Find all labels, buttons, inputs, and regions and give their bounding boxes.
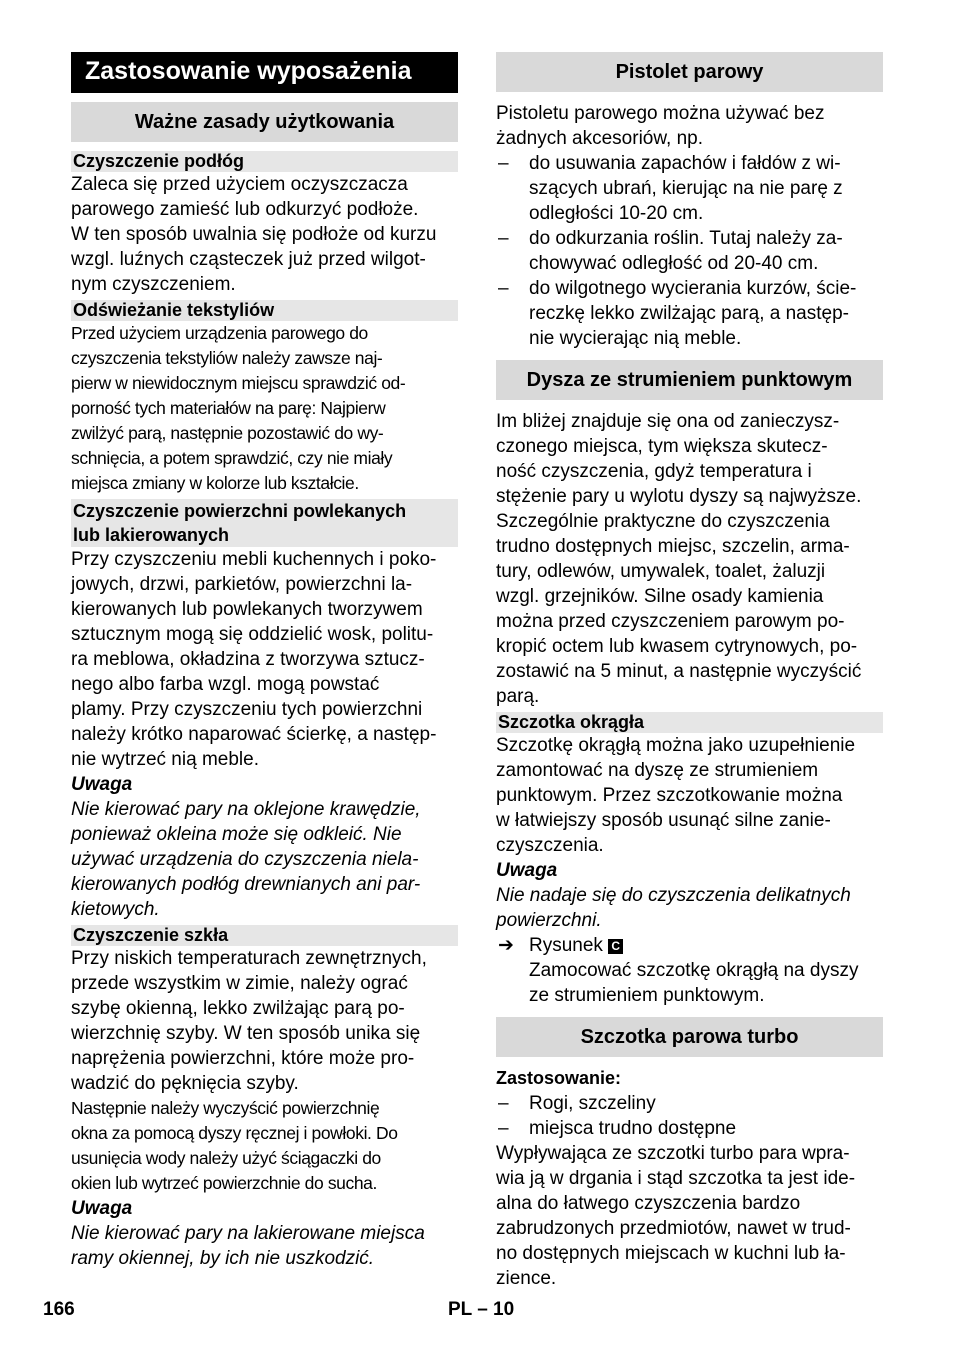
page-number: 166 — [43, 1299, 75, 1320]
list-item: – do odkurzania roślin. Tutaj należy za- chowywać odległość od 20-40 cm. — [498, 228, 843, 274]
list-item: – do wilgotnego wycierania kurzów, ście- reczkę lekko zwilżając parą, a następ- nie wycierając nią meble. — [498, 278, 857, 349]
subheading-round-brush: Szczotka okrągła — [496, 712, 883, 733]
section-heading-turbo-brush: Szczotka parowa turbo — [496, 1017, 883, 1057]
dash-mark: – — [498, 1093, 509, 1114]
paragraph-round-brush: Szczotkę okrągłą można jako uzupełnienie zamontować na dyszę ze strumieniem punktowym. Przez szczotkowanie można w łatwiejszy sposób usunąć silne zanie- czyszczenia. — [496, 735, 856, 856]
list-steam-gun-uses — [496, 151, 883, 351]
paragraph-floor-cleaning: Zaleca się przed użyciem oczyszczacza parowego zamieść lub odkurzyć podłoże. W ten sposób uwalnia się podłoże od kurzu wzgl. luźnych cząsteczek już przed wilgot- nym czyszczeniem. — [71, 174, 437, 295]
list-item: – Rogi, szczeliny — [498, 1093, 656, 1114]
note-label-round-brush: Uwaga — [496, 860, 558, 881]
note-text-coated: Nie kierować pary na oklejone krawędzie, ponieważ okleina może się odkleić. Nie używać urządzenia do czyszczenia niela- kierowanych podłóg drewnianych ani par- kietowych. — [71, 799, 421, 920]
note-text-glass: Nie kierować pary na lakierowane miejsca ramy okiennej, by ich nie uszkodzić. — [71, 1223, 425, 1269]
list-turbo-uses — [496, 1091, 883, 1141]
paragraph-glass-cleaning-2: Następnie należy wyczyścić powierzchnię okna za pomocą dyszy ręcznej i powłoki. Do usunięcia wody należy użyć ściągaczki do okien lub wytrzeć powierzchnie do sucha. — [71, 1098, 398, 1193]
paragraph-turbo-brush: Wypływająca ze szczotki turbo para wpra- wia ją w drgania i stąd szczotka ta jest ide- alna do łatwego czyszczenia bardzo zabrudzonych przedmiotów, nawet w trud- no dostępnych miejscach w kuchni lub ła- zience. — [496, 1143, 856, 1289]
right-column — [496, 52, 883, 1291]
dash-mark: – — [498, 1118, 509, 1139]
subheading-textiles: Odświeżanie tekstyliów — [71, 300, 458, 321]
list-item: – do usuwania zapachów i fałdów z wi- szących ubrań, kierując na nie parę z odległości 10-20 cm. — [498, 153, 843, 224]
paragraph-textiles: Przed użyciem urządzenia parowego do czyszczenia tekstyliów należy zawsze naj- pierw w niewidocznym miejscu sprawdzić od- porność tych materiałów na parę: Najpierw zwilżyć parą, następnie pozostawić do wy- schnięcia, a potem sprawdzić, czy nie miały miejsca zmiany w kolorze lub kształcie. — [71, 323, 406, 493]
subheading-floor-cleaning: Czyszczenie podłóg — [71, 151, 458, 172]
usage-label: Zastosowanie: — [496, 1068, 622, 1088]
subheading-coated-surfaces: Czyszczenie powierzchni powlekanych lub lakierowanych — [71, 499, 458, 547]
dash-mark: – — [498, 228, 509, 249]
dash-mark: – — [498, 153, 509, 174]
paragraph-steam-gun-intro: Pistoletu parowego można używać bez żadnych akcesoriów, np. — [496, 103, 825, 149]
paragraph-glass-cleaning: Przy niskich temperaturach zewnętrznych, przede wszystkim w zimie, należy ograć szybę okienną, lekko zwilżając parą po- wierzchnię szyby. W ten sposób unika się naprężenia powierzchni, które może pro- wadzić do pęknięcia szyby. — [71, 948, 427, 1094]
figure-letter-badge: C — [608, 939, 623, 954]
left-column — [71, 52, 458, 1271]
main-title: Zastosowanie wyposażenia — [71, 52, 458, 93]
note-text-round-brush: Nie nadaje się do czyszczenia delikatnych powierzchni. — [496, 885, 851, 931]
section-heading-point-nozzle: Dysza ze strumieniem punktowym — [496, 360, 883, 400]
subheading-glass-cleaning: Czyszczenie szkła — [71, 925, 458, 946]
list-item: – miejsca trudno dostępne — [498, 1118, 737, 1139]
note-label-glass: Uwaga — [71, 1198, 133, 1219]
instruction-round-brush: ➔ Rysunek C Zamocować szczotkę okrągłą na dyszy ze strumieniem punktowym. — [498, 935, 859, 1006]
note-label-coated: Uwaga — [71, 774, 133, 795]
section-heading-usage-rules: Ważne zasady użytkowania — [71, 102, 458, 142]
section-heading-steam-gun: Pistolet parowy — [496, 52, 883, 92]
page-label: PL – 10 — [448, 1299, 515, 1320]
paragraph-point-nozzle: Im bliżej znajduje się ona od zanieczysz- czonego miejsca, tym większa skutecz- ność czyszczenia, gdyż temperatura i stężenie pary u wylotu dyszy są najwyższe. Szczególnie praktyczne do czyszczenia trudno dostępnych miejsc, szczelin, arma- tury, odlewów, umywalek, toalet, żaluzji wzgl. grzejników. Silne osady kamienia można przed czyszczeniem parowym po- kropić octem lub kwasem cytrynowych, po- zostawić na 5 minut, a następnie wyczyścić parą. — [496, 411, 862, 707]
paragraph-coated-surfaces: Przy czyszczeniu mebli kuchennych i poko- jowych, drzwi, parkietów, powierzchni la- kierowanych lub powlekanych tworzywem sztucznym mogą się oddzielić wosk, politu- ra meblowa, okładzina z tworzywa sztucz- nego albo farba wzgl. mogą powstać plamy. Przy czyszczeniu tych powierzchni należy krótko naparować ścierkę, a następ- nie wytrzeć nią meble. — [71, 549, 437, 770]
arrow-right-icon: ➔ — [498, 935, 514, 956]
dash-mark: – — [498, 278, 509, 299]
figure-reference-label: Rysunek — [529, 935, 603, 956]
